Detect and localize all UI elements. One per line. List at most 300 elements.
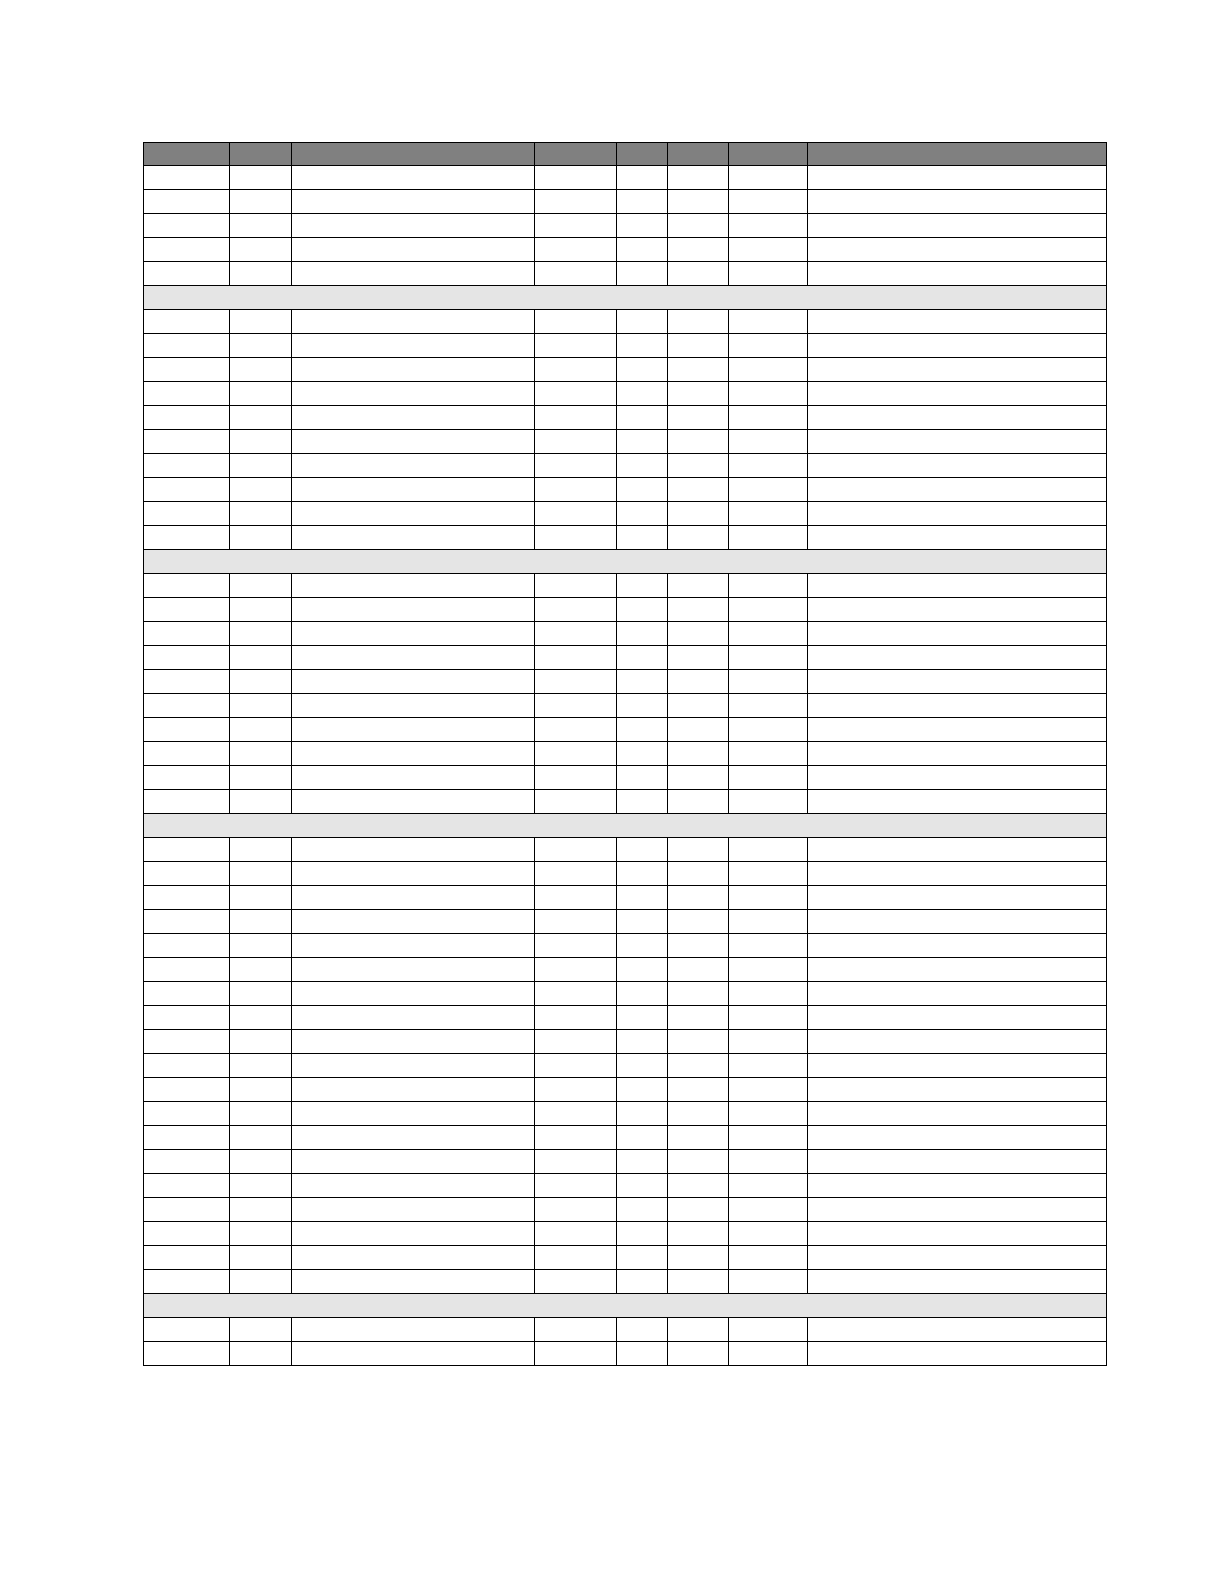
table-cell[interactable] xyxy=(617,1246,668,1270)
table-cell[interactable] xyxy=(292,262,535,286)
table-cell[interactable] xyxy=(230,1246,292,1270)
table-cell[interactable] xyxy=(144,742,230,766)
table-cell[interactable] xyxy=(292,1342,535,1366)
table-cell[interactable] xyxy=(144,310,230,334)
table-cell[interactable] xyxy=(617,910,668,934)
table-cell[interactable] xyxy=(292,598,535,622)
table-cell[interactable] xyxy=(808,1126,1107,1150)
table-cell[interactable] xyxy=(729,382,808,406)
table-cell[interactable] xyxy=(144,526,230,550)
table-cell[interactable] xyxy=(808,1318,1107,1342)
table-cell[interactable] xyxy=(617,502,668,526)
table-cell[interactable] xyxy=(729,886,808,910)
table-cell[interactable] xyxy=(535,358,617,382)
table-cell[interactable] xyxy=(535,1222,617,1246)
table-cell[interactable] xyxy=(230,1198,292,1222)
table-cell[interactable] xyxy=(729,958,808,982)
table-cell[interactable] xyxy=(668,478,729,502)
table-cell[interactable] xyxy=(535,1030,617,1054)
table-cell[interactable] xyxy=(230,502,292,526)
table-cell[interactable] xyxy=(144,934,230,958)
table-cell[interactable] xyxy=(535,478,617,502)
table-cell[interactable] xyxy=(230,694,292,718)
table-cell[interactable] xyxy=(617,838,668,862)
table-cell[interactable] xyxy=(292,382,535,406)
table-cell[interactable] xyxy=(668,406,729,430)
table-cell[interactable] xyxy=(808,982,1107,1006)
table-cell[interactable] xyxy=(668,262,729,286)
table-cell[interactable] xyxy=(729,334,808,358)
table-cell[interactable] xyxy=(729,238,808,262)
table-cell[interactable] xyxy=(292,1270,535,1294)
table-cell[interactable] xyxy=(668,862,729,886)
table-cell[interactable] xyxy=(668,742,729,766)
table-cell[interactable] xyxy=(292,430,535,454)
table-cell[interactable] xyxy=(292,910,535,934)
table-cell[interactable] xyxy=(230,1318,292,1342)
table-cell[interactable] xyxy=(668,670,729,694)
table-cell[interactable] xyxy=(535,886,617,910)
table-cell[interactable] xyxy=(535,1174,617,1198)
table-cell[interactable] xyxy=(617,238,668,262)
table-cell[interactable] xyxy=(292,166,535,190)
table-cell[interactable] xyxy=(808,790,1107,814)
table-cell[interactable] xyxy=(617,886,668,910)
table-cell[interactable] xyxy=(617,670,668,694)
table-cell[interactable] xyxy=(535,958,617,982)
table-cell[interactable] xyxy=(230,1222,292,1246)
table-cell[interactable] xyxy=(668,958,729,982)
table-cell[interactable] xyxy=(144,1054,230,1078)
table-cell[interactable] xyxy=(230,1342,292,1366)
table-cell[interactable] xyxy=(668,1126,729,1150)
table-cell[interactable] xyxy=(729,862,808,886)
table-cell[interactable] xyxy=(617,694,668,718)
table-cell[interactable] xyxy=(535,1078,617,1102)
table-cell[interactable] xyxy=(535,670,617,694)
table-cell[interactable] xyxy=(617,1078,668,1102)
table-cell[interactable] xyxy=(144,982,230,1006)
table-cell[interactable] xyxy=(808,694,1107,718)
table-cell[interactable] xyxy=(729,1030,808,1054)
table-cell[interactable] xyxy=(729,190,808,214)
table-cell[interactable] xyxy=(535,238,617,262)
table-cell[interactable] xyxy=(230,886,292,910)
table-cell[interactable] xyxy=(729,1246,808,1270)
table-cell[interactable] xyxy=(144,502,230,526)
table-cell[interactable] xyxy=(808,862,1107,886)
table-cell[interactable] xyxy=(535,1126,617,1150)
table-cell[interactable] xyxy=(292,886,535,910)
table-cell[interactable] xyxy=(144,1318,230,1342)
table-cell[interactable] xyxy=(729,430,808,454)
table-cell[interactable] xyxy=(230,718,292,742)
table-cell[interactable] xyxy=(144,766,230,790)
table-cell[interactable] xyxy=(292,862,535,886)
table-cell[interactable] xyxy=(729,910,808,934)
table-cell[interactable] xyxy=(617,1318,668,1342)
table-cell[interactable] xyxy=(144,238,230,262)
table-cell[interactable] xyxy=(617,574,668,598)
table-cell[interactable] xyxy=(729,1174,808,1198)
table-cell[interactable] xyxy=(230,1030,292,1054)
table-cell[interactable] xyxy=(292,406,535,430)
table-cell[interactable] xyxy=(230,742,292,766)
table-cell[interactable] xyxy=(292,574,535,598)
table-cell[interactable] xyxy=(535,262,617,286)
table-cell[interactable] xyxy=(144,454,230,478)
table-cell[interactable] xyxy=(230,478,292,502)
table-cell[interactable] xyxy=(617,1222,668,1246)
table-cell[interactable] xyxy=(617,598,668,622)
table-cell[interactable] xyxy=(230,1150,292,1174)
table-cell[interactable] xyxy=(729,1270,808,1294)
table-cell[interactable] xyxy=(144,598,230,622)
table-cell[interactable] xyxy=(668,574,729,598)
table-cell[interactable] xyxy=(808,1054,1107,1078)
table-cell[interactable] xyxy=(808,670,1107,694)
table-cell[interactable] xyxy=(729,646,808,670)
table-cell[interactable] xyxy=(729,1198,808,1222)
table-cell[interactable] xyxy=(230,574,292,598)
table-cell[interactable] xyxy=(292,334,535,358)
table-cell[interactable] xyxy=(144,214,230,238)
table-cell[interactable] xyxy=(144,910,230,934)
table-cell[interactable] xyxy=(144,1198,230,1222)
table-cell[interactable] xyxy=(668,190,729,214)
table-cell[interactable] xyxy=(808,1150,1107,1174)
table-cell[interactable] xyxy=(144,1342,230,1366)
table-cell[interactable] xyxy=(808,1006,1107,1030)
table-cell[interactable] xyxy=(617,1126,668,1150)
table-cell[interactable] xyxy=(292,1222,535,1246)
table-cell[interactable] xyxy=(808,958,1107,982)
table-cell[interactable] xyxy=(808,238,1107,262)
table-cell[interactable] xyxy=(668,1222,729,1246)
table-cell[interactable] xyxy=(535,910,617,934)
table-cell[interactable] xyxy=(535,190,617,214)
table-cell[interactable] xyxy=(144,1006,230,1030)
table-cell[interactable] xyxy=(144,694,230,718)
table-cell[interactable] xyxy=(808,406,1107,430)
table-cell[interactable] xyxy=(292,1078,535,1102)
table-cell[interactable] xyxy=(535,1198,617,1222)
table-cell[interactable] xyxy=(535,166,617,190)
table-cell[interactable] xyxy=(808,718,1107,742)
table-cell[interactable] xyxy=(668,334,729,358)
table-cell[interactable] xyxy=(292,670,535,694)
table-cell[interactable] xyxy=(668,598,729,622)
table-cell[interactable] xyxy=(617,766,668,790)
table-cell[interactable] xyxy=(808,1222,1107,1246)
table-cell[interactable] xyxy=(729,766,808,790)
table-cell[interactable] xyxy=(617,310,668,334)
table-cell[interactable] xyxy=(729,526,808,550)
table-cell[interactable] xyxy=(668,838,729,862)
table-cell[interactable] xyxy=(729,1102,808,1126)
table-cell[interactable] xyxy=(144,1270,230,1294)
table-cell[interactable] xyxy=(808,622,1107,646)
table-cell[interactable] xyxy=(230,670,292,694)
table-cell[interactable] xyxy=(617,646,668,670)
table-cell[interactable] xyxy=(144,1102,230,1126)
table-cell[interactable] xyxy=(230,646,292,670)
table-cell[interactable] xyxy=(535,742,617,766)
table-cell[interactable] xyxy=(729,670,808,694)
table-cell[interactable] xyxy=(292,1126,535,1150)
table-cell[interactable] xyxy=(144,886,230,910)
table-cell[interactable] xyxy=(617,190,668,214)
table-cell[interactable] xyxy=(292,310,535,334)
table-cell[interactable] xyxy=(668,886,729,910)
table-cell[interactable] xyxy=(292,526,535,550)
table-cell[interactable] xyxy=(668,454,729,478)
table-cell[interactable] xyxy=(808,358,1107,382)
table-cell[interactable] xyxy=(617,358,668,382)
table-cell[interactable] xyxy=(617,790,668,814)
table-cell[interactable] xyxy=(729,1126,808,1150)
table-cell[interactable] xyxy=(230,214,292,238)
table-cell[interactable] xyxy=(292,478,535,502)
table-cell[interactable] xyxy=(808,574,1107,598)
table-cell[interactable] xyxy=(535,1270,617,1294)
table-cell[interactable] xyxy=(668,622,729,646)
table-cell[interactable] xyxy=(617,718,668,742)
table-cell[interactable] xyxy=(292,1198,535,1222)
table-cell[interactable] xyxy=(729,790,808,814)
table-cell[interactable] xyxy=(668,694,729,718)
table-cell[interactable] xyxy=(230,790,292,814)
table-cell[interactable] xyxy=(808,766,1107,790)
table-cell[interactable] xyxy=(668,1078,729,1102)
table-cell[interactable] xyxy=(808,1246,1107,1270)
table-cell[interactable] xyxy=(617,1150,668,1174)
table-cell[interactable] xyxy=(808,502,1107,526)
table-cell[interactable] xyxy=(535,526,617,550)
table-cell[interactable] xyxy=(808,214,1107,238)
table-cell[interactable] xyxy=(668,934,729,958)
table-cell[interactable] xyxy=(292,742,535,766)
table-cell[interactable] xyxy=(144,1126,230,1150)
table-cell[interactable] xyxy=(230,262,292,286)
table-cell[interactable] xyxy=(535,1246,617,1270)
table-cell[interactable] xyxy=(230,334,292,358)
table-cell[interactable] xyxy=(729,1078,808,1102)
table-cell[interactable] xyxy=(729,1222,808,1246)
table-cell[interactable] xyxy=(668,310,729,334)
table-cell[interactable] xyxy=(808,1102,1107,1126)
table-cell[interactable] xyxy=(808,526,1107,550)
table-cell[interactable] xyxy=(230,382,292,406)
table-cell[interactable] xyxy=(144,1078,230,1102)
table-cell[interactable] xyxy=(230,934,292,958)
table-cell[interactable] xyxy=(729,478,808,502)
table-cell[interactable] xyxy=(668,358,729,382)
table-cell[interactable] xyxy=(808,934,1107,958)
table-cell[interactable] xyxy=(535,790,617,814)
table-cell[interactable] xyxy=(144,1150,230,1174)
table-cell[interactable] xyxy=(729,982,808,1006)
table-cell[interactable] xyxy=(230,430,292,454)
table-cell[interactable] xyxy=(668,1150,729,1174)
table-cell[interactable] xyxy=(729,1006,808,1030)
table-cell[interactable] xyxy=(535,430,617,454)
table-cell[interactable] xyxy=(144,1030,230,1054)
table-cell[interactable] xyxy=(144,334,230,358)
table-cell[interactable] xyxy=(617,454,668,478)
table-cell[interactable] xyxy=(617,1270,668,1294)
table-cell[interactable] xyxy=(668,214,729,238)
table-cell[interactable] xyxy=(808,838,1107,862)
table-cell[interactable] xyxy=(668,766,729,790)
table-cell[interactable] xyxy=(729,358,808,382)
table-cell[interactable] xyxy=(668,502,729,526)
table-cell[interactable] xyxy=(668,1342,729,1366)
table-cell[interactable] xyxy=(230,862,292,886)
table-cell[interactable] xyxy=(668,382,729,406)
table-cell[interactable] xyxy=(668,910,729,934)
table-cell[interactable] xyxy=(729,598,808,622)
table-cell[interactable] xyxy=(292,646,535,670)
table-cell[interactable] xyxy=(729,1318,808,1342)
table-cell[interactable] xyxy=(292,238,535,262)
table-cell[interactable] xyxy=(144,358,230,382)
table-cell[interactable] xyxy=(292,766,535,790)
table-cell[interactable] xyxy=(729,838,808,862)
table-cell[interactable] xyxy=(144,190,230,214)
table-cell[interactable] xyxy=(144,646,230,670)
table-cell[interactable] xyxy=(292,790,535,814)
table-cell[interactable] xyxy=(668,1246,729,1270)
table-cell[interactable] xyxy=(230,1054,292,1078)
table-cell[interactable] xyxy=(292,214,535,238)
table-cell[interactable] xyxy=(144,1222,230,1246)
table-cell[interactable] xyxy=(617,334,668,358)
table-cell[interactable] xyxy=(668,982,729,1006)
table-cell[interactable] xyxy=(729,718,808,742)
table-cell[interactable] xyxy=(729,622,808,646)
table-cell[interactable] xyxy=(808,454,1107,478)
table-cell[interactable] xyxy=(729,1342,808,1366)
table-cell[interactable] xyxy=(808,646,1107,670)
table-cell[interactable] xyxy=(292,190,535,214)
table-cell[interactable] xyxy=(668,1318,729,1342)
table-cell[interactable] xyxy=(230,1270,292,1294)
table-cell[interactable] xyxy=(535,766,617,790)
table-cell[interactable] xyxy=(617,982,668,1006)
table-cell[interactable] xyxy=(292,982,535,1006)
table-cell[interactable] xyxy=(535,718,617,742)
table-cell[interactable] xyxy=(230,1126,292,1150)
table-cell[interactable] xyxy=(292,1246,535,1270)
table-cell[interactable] xyxy=(144,838,230,862)
table-cell[interactable] xyxy=(292,622,535,646)
table-cell[interactable] xyxy=(617,1006,668,1030)
table-cell[interactable] xyxy=(230,454,292,478)
table-cell[interactable] xyxy=(808,1342,1107,1366)
table-cell[interactable] xyxy=(535,598,617,622)
table-cell[interactable] xyxy=(230,166,292,190)
table-cell[interactable] xyxy=(729,406,808,430)
table-cell[interactable] xyxy=(230,958,292,982)
table-cell[interactable] xyxy=(144,1246,230,1270)
table-cell[interactable] xyxy=(617,430,668,454)
table-cell[interactable] xyxy=(144,478,230,502)
table-cell[interactable] xyxy=(535,1342,617,1366)
table-cell[interactable] xyxy=(535,574,617,598)
table-cell[interactable] xyxy=(144,382,230,406)
table-cell[interactable] xyxy=(535,934,617,958)
table-cell[interactable] xyxy=(808,262,1107,286)
table-cell[interactable] xyxy=(535,406,617,430)
table-cell[interactable] xyxy=(144,790,230,814)
table-cell[interactable] xyxy=(292,838,535,862)
table-cell[interactable] xyxy=(617,406,668,430)
table-cell[interactable] xyxy=(230,766,292,790)
table-cell[interactable] xyxy=(808,1198,1107,1222)
table-cell[interactable] xyxy=(729,214,808,238)
table-cell[interactable] xyxy=(535,1102,617,1126)
table-cell[interactable] xyxy=(808,382,1107,406)
table-cell[interactable] xyxy=(617,214,668,238)
table-cell[interactable] xyxy=(230,1102,292,1126)
table-cell[interactable] xyxy=(535,838,617,862)
table-cell[interactable] xyxy=(230,406,292,430)
table-cell[interactable] xyxy=(808,910,1107,934)
table-cell[interactable] xyxy=(729,934,808,958)
table-cell[interactable] xyxy=(535,1318,617,1342)
table-cell[interactable] xyxy=(617,166,668,190)
table-cell[interactable] xyxy=(535,1006,617,1030)
table-cell[interactable] xyxy=(668,1270,729,1294)
table-cell[interactable] xyxy=(729,166,808,190)
table-cell[interactable] xyxy=(729,1054,808,1078)
table-cell[interactable] xyxy=(617,1054,668,1078)
table-cell[interactable] xyxy=(230,982,292,1006)
table-cell[interactable] xyxy=(617,934,668,958)
table-cell[interactable] xyxy=(144,862,230,886)
table-cell[interactable] xyxy=(617,958,668,982)
table-cell[interactable] xyxy=(808,478,1107,502)
table-cell[interactable] xyxy=(230,598,292,622)
table-cell[interactable] xyxy=(729,694,808,718)
table-cell[interactable] xyxy=(617,622,668,646)
table-cell[interactable] xyxy=(292,718,535,742)
table-cell[interactable] xyxy=(808,1174,1107,1198)
table-cell[interactable] xyxy=(535,214,617,238)
table-cell[interactable] xyxy=(230,238,292,262)
table-cell[interactable] xyxy=(808,1270,1107,1294)
table-cell[interactable] xyxy=(230,190,292,214)
table-cell[interactable] xyxy=(230,910,292,934)
table-cell[interactable] xyxy=(292,934,535,958)
table-cell[interactable] xyxy=(668,430,729,454)
table-cell[interactable] xyxy=(144,430,230,454)
table-cell[interactable] xyxy=(535,694,617,718)
table-cell[interactable] xyxy=(668,1054,729,1078)
table-cell[interactable] xyxy=(729,262,808,286)
table-cell[interactable] xyxy=(292,1318,535,1342)
table-cell[interactable] xyxy=(144,262,230,286)
table-cell[interactable] xyxy=(808,190,1107,214)
table-cell[interactable] xyxy=(617,262,668,286)
table-cell[interactable] xyxy=(668,1102,729,1126)
table-cell[interactable] xyxy=(144,406,230,430)
table-cell[interactable] xyxy=(668,790,729,814)
table-cell[interactable] xyxy=(230,1006,292,1030)
table-cell[interactable] xyxy=(617,1342,668,1366)
table-cell[interactable] xyxy=(808,598,1107,622)
